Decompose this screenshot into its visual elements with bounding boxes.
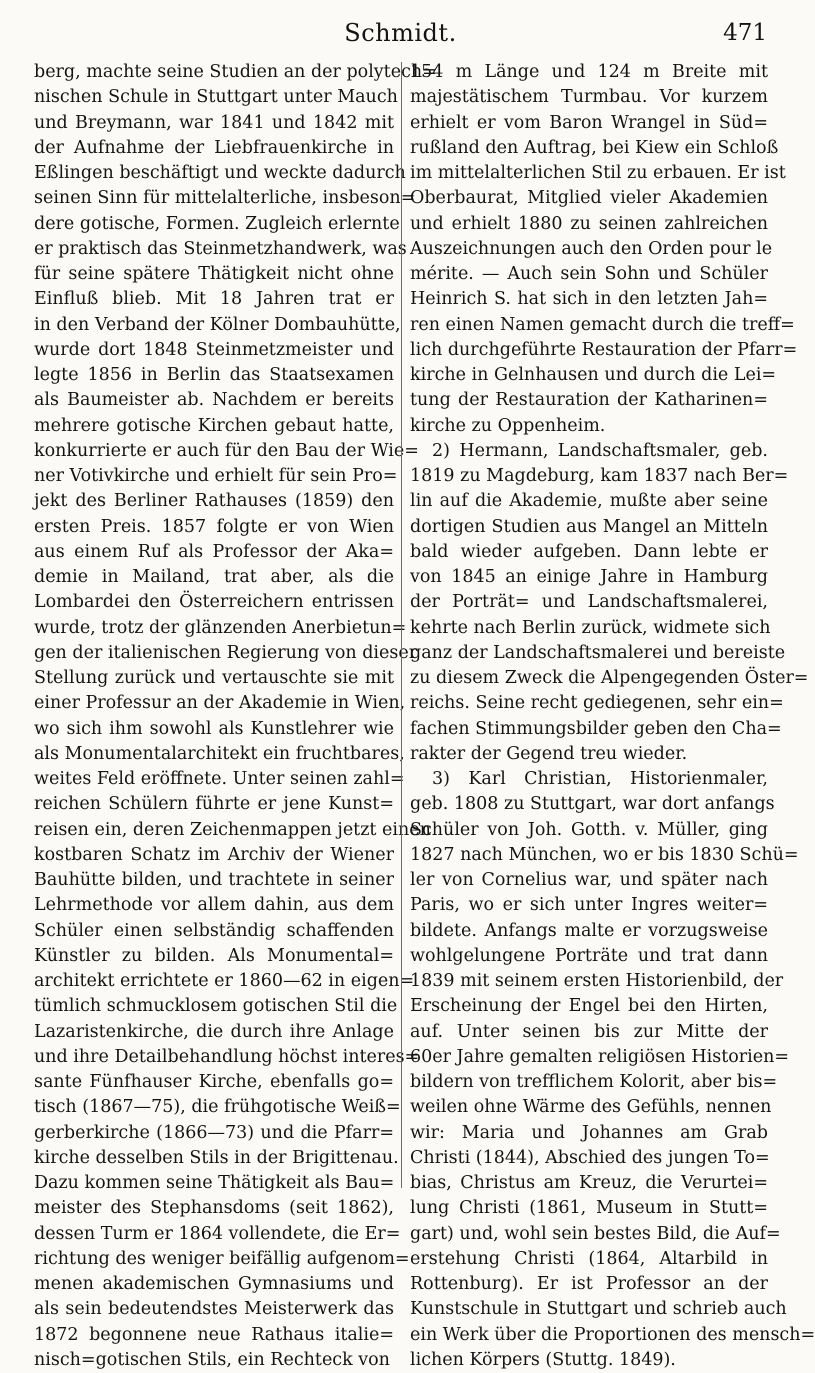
text-line: kirche in Gelnhausen und durch die Lei= (410, 365, 777, 385)
text-line: Heinrich S. hat sich in den letzten Jah= (410, 289, 768, 310)
text-line: Auszeichnungen auch den Orden pour le (410, 238, 773, 259)
text-line: legte 1856 in Berlin das Staatsexamen (34, 365, 394, 385)
text-line: Künstler zu bilden. Als Monumental= (34, 945, 394, 966)
text-line: lin auf die Akademie, mußte aber seine (410, 491, 768, 512)
text-line: sante Fünfhauser Kirche, ebenfalls go= (34, 1072, 394, 1092)
text-line: menen akademischen Gymnasiums und (34, 1274, 394, 1294)
text-line: als Monumentalarchitekt ein fruchtbares, (34, 743, 405, 764)
text-line: bias, Christus am Kreuz, die Verurtei= (410, 1173, 768, 1193)
text-column-right (410, 60, 815, 1370)
text-line: 2) Hermann, Landschaftsmaler, geb. (432, 440, 768, 461)
text-line: ner Votivkirche und erhielt für sein Pro= (34, 466, 398, 486)
text-line: und Breymann, war 1841 und 1842 mit (34, 112, 394, 133)
text-line: bildern von trefflichem Kolorit, aber bis= (410, 1072, 778, 1092)
text-line: kostbaren Schatz im Archiv der Wiener (34, 844, 394, 865)
text-line: wo sich ihm sowohl als Kunstlehrer wie (34, 718, 394, 739)
text-line: konkurrierte er auch für den Bau der Wie= (34, 440, 419, 461)
text-line: Oberbaurat, Mitglied vieler Akademien (410, 188, 768, 209)
text-line: Paris, wo er sich unter Ingres weiter= (410, 895, 768, 916)
text-line: aus einem Ruf als Professor der Aka= (34, 541, 394, 562)
text-line: bald wieder aufgeben. Dann lebte er (410, 541, 768, 562)
text-line: gart) und, wohl sein bestes Bild, die Auf= (410, 1223, 781, 1244)
text-line: ler von Cornelius war, und später nach (410, 870, 768, 890)
text-line: bildete. Anfangs malte er vorzugsweise (410, 920, 768, 941)
text-line: reichen Schülern führte er jene Kunst= (34, 794, 394, 815)
text-line: architekt errichtete er 1860—62 in eigen= (34, 971, 415, 991)
text-line: meister des Stephansdoms (seit 1862), (34, 1198, 394, 1219)
text-line: dortigen Studien aus Mangel an Mitteln (410, 516, 768, 537)
text-line: wurde dort 1848 Steinmetzmeister und (34, 339, 394, 360)
text-line: seinen Sinn für mittelalterliche, insbeson= (34, 188, 416, 209)
text-line: nisch=gotischen Stils, ein Rechteck von (34, 1349, 390, 1370)
text-line: tümlich schmucklosem gotischen Stil die (34, 996, 398, 1017)
text-line: rußland den Auftrag, bei Kiew ein Schloß (410, 137, 779, 158)
text-line: kehrte nach Berlin zurück, widmete sich (410, 617, 771, 638)
text-line: erstehung Christi (1864, Altarbild in (410, 1248, 768, 1269)
text-line: geb. 1808 zu Stuttgart, war dort anfangs (410, 794, 775, 815)
text-line: als Baumeister ab. Nachdem er bereits (34, 390, 394, 411)
text-line: fachen Stimmungsbilder geben den Cha= (410, 718, 782, 739)
text-line: Lombardei den Österreichern entrissen (34, 592, 394, 613)
text-line: 3) Karl Christian, Historienmaler, (432, 769, 768, 789)
text-line: dere gotische, Formen. Zugleich erlernte (34, 213, 400, 234)
text-line: ersten Preis. 1857 folgte er von Wien (34, 516, 394, 537)
text-line: 1839 mit seinem ersten Historienbild, der (410, 971, 784, 991)
text-line: 154 m Länge und 124 m Breite mit (410, 62, 768, 82)
text-line: einer Professur an der Akademie in Wien, (34, 693, 406, 714)
text-line: Lazaristenkirche, die durch ihre Anlage (34, 1021, 394, 1042)
text-line: lichen Körpers (Stuttg. 1849). (410, 1349, 676, 1370)
text-line: mehrere gotische Kirchen gebaut hatte, (34, 415, 394, 436)
text-line: tung der Restauration der Katharinen= (410, 390, 768, 411)
text-line: Stellung zurück und vertauschte sie mit (34, 668, 394, 688)
text-line: 1827 nach München, wo er bis 1830 Schü= (410, 844, 799, 865)
page-number: 471 (723, 20, 767, 46)
text-line: ganz der Landschaftsmalerei und bereiste (410, 642, 786, 663)
text-line: Schüler von Joh. Gotth. v. Müller, ging (410, 819, 768, 840)
text-line: kirche desselben Stils in der Brigittenau. (34, 1147, 399, 1168)
text-line: reichs. Seine recht gediegenen, sehr ein= (410, 693, 784, 714)
text-line: für seine spätere Thätigkeit nicht ohne (34, 264, 394, 284)
text-line: und ihre Detailbehandlung höchst interes= (34, 1046, 420, 1067)
text-line: Erscheinung der Engel bei den Hirten, (410, 996, 768, 1017)
text-line: der Porträt= und Landschaftsmalerei, (410, 592, 768, 613)
text-line: gen der italienischen Regierung von dieser (34, 642, 418, 663)
text-line: wir: Maria und Johannes am Grab (410, 1122, 768, 1143)
text-line: lung Christi (1861, Museum in Stutt= (410, 1198, 768, 1219)
text-line: dessen Turm er 1864 vollendete, die Er= (34, 1223, 401, 1244)
text-line: demie in Mailand, trat aber, als die (34, 567, 394, 587)
text-line: jekt des Berliner Rathauses (1859) den (34, 491, 394, 512)
running-head: Schmidt. (344, 19, 457, 47)
text-line: gerberkirche (1866—73) und die Pfarr= (34, 1122, 394, 1143)
text-line: Dazu kommen seine Thätigkeit als Bau= (34, 1173, 395, 1193)
text-line: majestätischem Turmbau. Vor kurzem (410, 87, 768, 108)
text-line: rakter der Gegend treu wieder. (410, 743, 688, 764)
text-line: Rottenburg). Er ist Professor an der (410, 1274, 768, 1294)
text-line: als sein bedeutendstes Meisterwerk das (34, 1299, 394, 1320)
text-line: Eßlingen beschäftigt und weckte dadurch (34, 163, 406, 183)
page-header (34, 16, 767, 50)
text-line: der Aufnahme der Liebfrauenkirche in (34, 137, 394, 158)
text-line: tisch (1867—75), die frühgotische Weiß= (34, 1097, 401, 1118)
text-line: erhielt er vom Baron Wrangel in Süd= (410, 112, 768, 133)
text-line: im mittelalterlichen Stil zu erbauen. Er ist (410, 163, 786, 183)
text-line: 1819 zu Magdeburg, kam 1837 nach Ber= (410, 466, 789, 486)
text-column-left (34, 60, 437, 1370)
text-line: er praktisch das Steinmetzhandwerk, was (34, 238, 407, 259)
text-line: lich durchgeführte Restauration der Pfarr= (410, 339, 798, 360)
text-line: reisen ein, deren Zeichenmappen jetzt einen (34, 819, 431, 840)
text-line: in den Verband der Kölner Dombauhütte, (34, 314, 401, 335)
text-line: Einfluß blieb. Mit 18 Jahren trat er (34, 289, 394, 310)
text-line: Schüler einen selbständig schaffenden (34, 920, 394, 941)
text-line: auf. Unter seinen bis zur Mitte der (410, 1021, 768, 1042)
text-line: ein Werk über die Proportionen des mensch= (410, 1324, 815, 1345)
text-line: wurde, trotz der glänzenden Anerbietun= (34, 617, 407, 638)
text-line: 1872 begonnene neue Rathaus italie= (34, 1324, 394, 1345)
text-line: ren einen Namen gemacht durch die treff= (410, 314, 795, 335)
text-line: kirche zu Oppenheim. (410, 415, 606, 436)
column-divider (401, 62, 402, 1188)
text-line: Christi (1844), Abschied des jungen To= (410, 1147, 770, 1168)
text-line: und erhielt 1880 zu seinen zahlreichen (410, 213, 768, 234)
text-line: von 1845 an einige Jahre in Hamburg (410, 567, 768, 587)
text-line: weilen ohne Wärme des Gefühls, nennen (410, 1097, 772, 1118)
text-line: zu diesem Zweck die Alpengegenden Öster= (410, 668, 809, 688)
text-line: nischen Schule in Stuttgart unter Mauch (34, 87, 398, 108)
text-line: wohlgelungene Porträte und trat dann (410, 945, 768, 966)
text-line: Lehrmethode vor allem dahin, aus dem (34, 895, 394, 916)
text-line: berg, machte seine Studien an der polytech= (34, 62, 437, 82)
text-line: Kunstschule in Stuttgart und schrieb auch (410, 1299, 787, 1320)
text-line: weites Feld eröffnete. Unter seinen zahl= (34, 769, 405, 789)
text-line: Bauhütte bilden, und trachtete in seiner (34, 870, 394, 890)
text-line: richtung des weniger beifällig aufgenom= (34, 1248, 410, 1269)
text-line: mérite. — Auch sein Sohn und Schüler (410, 264, 768, 284)
text-line: 60er Jahre gemalten religiösen Historien= (410, 1046, 790, 1067)
